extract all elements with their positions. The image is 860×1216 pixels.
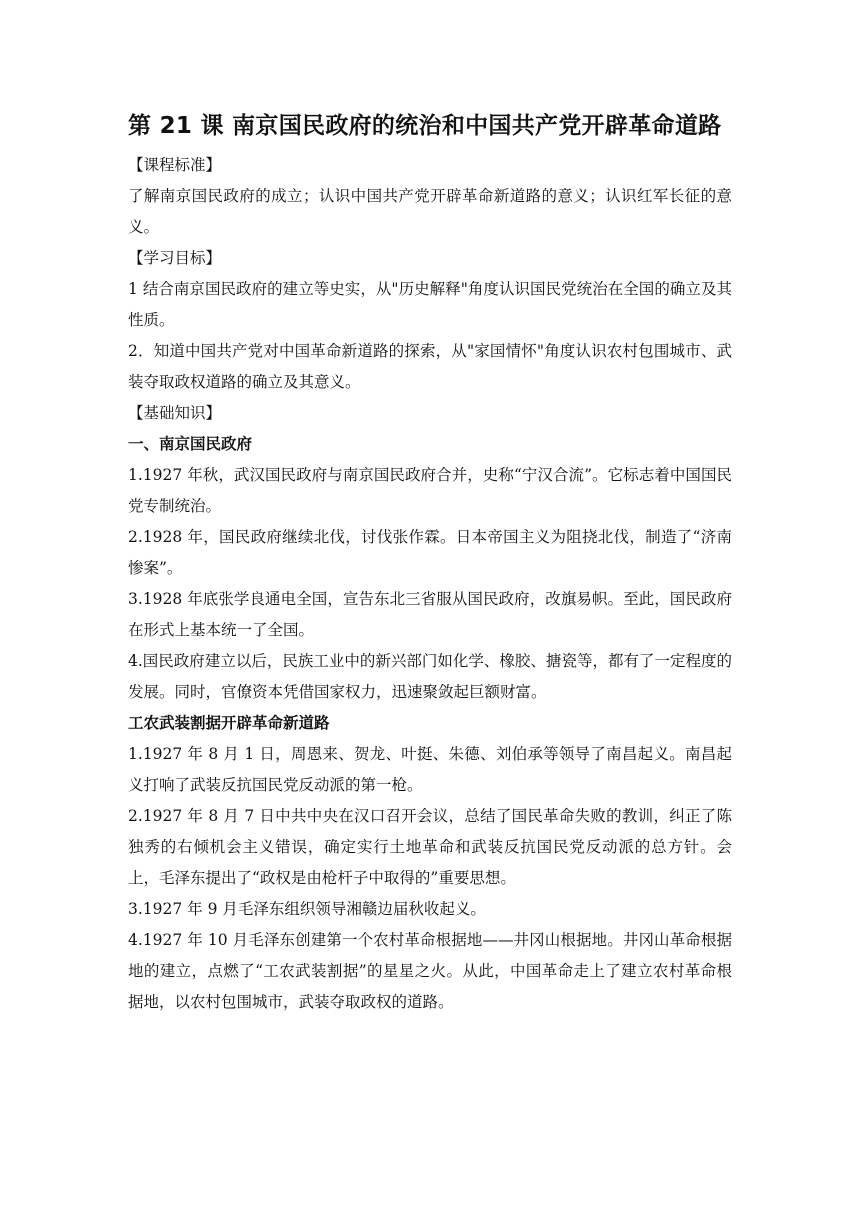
paragraph-1-4: 4.国民政府建立以后，民族工业中的新兴部门如化学、橡胶、搪瓷等，都有了一定程度的发展。同时，官僚资本凭借国家权力，迅速聚敛起巨额财富。 [128, 652, 732, 701]
section-header-standard: 【课程标准】 [128, 156, 222, 174]
paragraph-2-1: 1.1927 年 8 月 1 日，周恩来、贺龙、叶挺、朱德、刘伯承等领导了南昌起义。南昌起义打响了武装反抗国民党反动派的第一枪。 [128, 745, 732, 794]
subheading-revolution-path: 工农武装割据开辟革命新道路 [128, 714, 330, 732]
paragraph-2-4: 4.1927 年 10 月毛泽东创建第一个农村革命根据地——井冈山根据地。井冈山革命根据地的建立，点燃了“工农武装割据”的星星之火。从此，中国革命走上了建立农村革命根据地，以农村包围城市，武装夺取政权的道路。 [128, 931, 732, 1011]
paragraph-2-3: 3.1927 年 9 月毛泽东组织领导湘赣边届秋收起义。 [128, 900, 486, 918]
goal-item-2: 2．知道中国共产党对中国革命新道路的探索，从"家国情怀"角度认识农村包围城市、武装夺取政权道路的确立及其意义。 [128, 342, 732, 391]
subheading-nanjing-government: 一、南京国民政府 [128, 435, 253, 453]
section-header-goals: 【学习目标】 [128, 249, 222, 267]
goal-item-1: 1 结合南京国民政府的建立等史实，从"历史解释"角度认识国民党统治在全国的确立及其性质。 [128, 280, 732, 329]
section-header-basics: 【基础知识】 [128, 404, 222, 422]
page-title: 第 21 课 南京国民政府的统治和中国共产党开辟革命道路 [128, 113, 722, 139]
paragraph-1-3: 3.1928 年底张学良通电全国，宣告东北三省服从国民政府，改旗易帜。至此，国民政府在形式上基本统一了全国。 [128, 590, 732, 639]
paragraph-1-2: 2.1928 年，国民政府继续北伐，讨伐张作霖。日本帝国主义为阻挠北伐，制造了“济南惨案”。 [128, 528, 732, 577]
paragraph-2-2: 2.1927 年 8 月 7 日中共中央在汉口召开会议，总结了国民革命失败的教训，纠正了陈独秀的右倾机会主义错误，确定实行土地革命和武装反抗国民党反动派的总方针。会上，毛泽东提出了“政权是由枪杆子中取得的”重要思想。 [128, 807, 732, 887]
standard-paragraph: 了解南京国民政府的成立；认识中国共产党开辟革命新道路的意义；认识红军长征的意义。 [128, 187, 732, 236]
paragraph-1-1: 1.1927 年秋，武汉国民政府与南京国民政府合并，史称“宁汉合流”。它标志着中国国民党专制统治。 [128, 466, 732, 515]
